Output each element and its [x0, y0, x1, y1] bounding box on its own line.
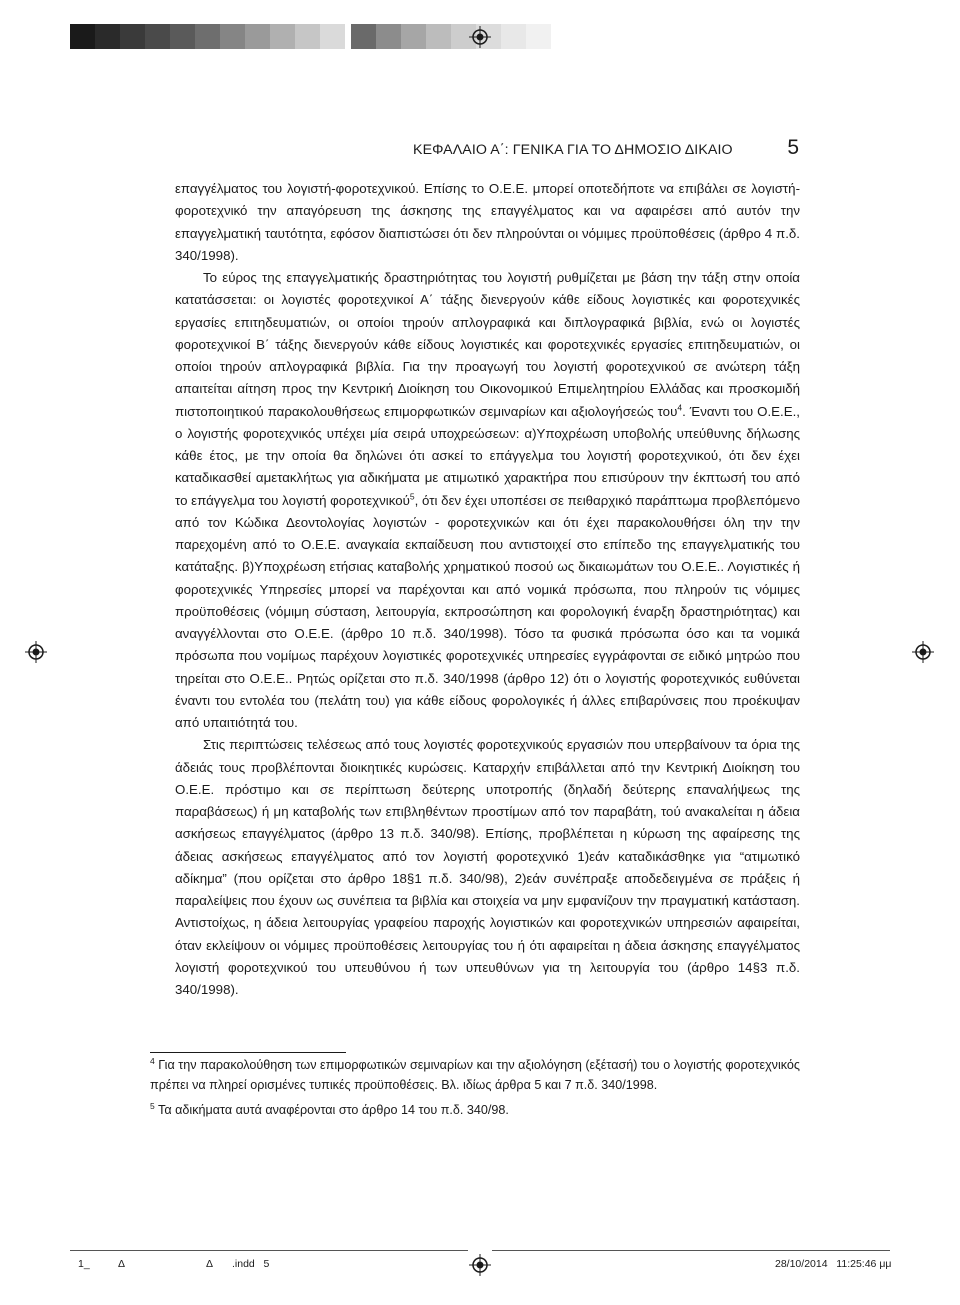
chapter-title: ΚΕΦΑΛΑΙΟ Α΄: ΓΕΝΙΚΑ ΓΙΑ ΤΟ ΔΗΜΟΣΙΟ ΔΙΚΑΙΟ — [413, 142, 733, 158]
slug-file-c: Δ — [206, 1258, 214, 1270]
running-header — [413, 136, 799, 158]
footnote-ref-4[interactable]: 4 — [677, 402, 683, 413]
footnote-mark: 4 — [150, 1055, 155, 1066]
color-swatch — [501, 24, 526, 49]
registration-mark-top-icon — [469, 26, 491, 48]
registration-mark-right-icon — [912, 641, 934, 663]
color-swatch — [320, 24, 345, 49]
slug-file-d: .indd 5 — [232, 1258, 270, 1270]
footnote-separator — [150, 1052, 346, 1053]
registration-mark-bottom-icon — [469, 1254, 491, 1276]
color-swatch — [95, 24, 120, 49]
color-swatch — [401, 24, 426, 49]
color-swatch — [220, 24, 245, 49]
color-swatch — [351, 24, 376, 49]
footnote-text: Τα αδικήματα αυτά αναφέρονται στο άρθρο 14 του π.δ. 340/98. — [158, 1103, 509, 1117]
color-swatch — [70, 24, 95, 49]
color-swatch — [295, 24, 320, 49]
slug-rule-right — [492, 1250, 890, 1251]
color-swatch — [195, 24, 220, 49]
page-number: 5 — [787, 136, 799, 159]
color-swatch — [376, 24, 401, 49]
paragraph-1: επαγγέλματος του λογιστή-φοροτεχνικού. Επίσης το Ο.Ε.Ε. μπορεί οποτεδήποτε να επιβάλει σε λογιστή-φοροτεχνικό την απαγόρευση της άσκησης της επαγγέλματος και να αφαιρέσει από αυτόν την επαγγελματική ταυτότητα, εφόσον διαπιστώσει ότι δεν πληρούνται οι νόμιμες προϋποθέσεις (άρθρο 4 π.δ. 340/1998). — [175, 181, 800, 263]
color-swatch — [426, 24, 451, 49]
footnote-ref-5[interactable]: 5 — [409, 491, 415, 502]
slug-file-a: 1_ — [78, 1258, 90, 1270]
color-swatch — [145, 24, 170, 49]
footnote-5 — [150, 1101, 800, 1121]
paragraph-2-part-b: . Έναντι του Ο.Ε.Ε., ο λογιστής φοροτεχνικός υπέχει μία σειρά υποχρεώσεων: α)Υποχρέωση υποβολής υπεύθυνης δήλωσης κάθε έτος, με την οποία θα δηλώνει ότι ασκεί το επάγγελμα του λογιστή φοροτεχνικού, ότι δεν έχει καταδικασθεί αμετακλήτως για αδικήματα με ατιμωτικό χαρακτήρα που επισύρουν την έκπτωσή του από το επάγγελμα του λογιστή φοροτεχνικού — [175, 403, 801, 508]
color-swatch — [120, 24, 145, 49]
registration-mark-left-icon — [25, 641, 47, 663]
footnote-text: Για την παρακολούθηση των επιμορφωτικών σεμιναρίων και την αξιολόγηση (εξέτασή) του ο λογιστής φοροτεχνικός πρέπει να πληρεί ορισμένες τυπικές προϋποθέσεις. Βλ. ιδίως άρθρα 5 και 7 π.δ. 340/1998. — [150, 1058, 800, 1092]
footnote-4 — [150, 1056, 800, 1095]
paragraph-2-part-c: , ότι δεν έχει υποπέσει σε πειθαρχικό παράπτωμα προβλεπόμενο από τον Κώδικα Δεοντολογίας λογιστών - φοροτεχνικών και ότι έχει παρακολουθήσει όλη την την παρεχομένη από το Ο.Ε.Ε. αναγκαία εκπαίδευση που αντιστοιχεί στο επίπεδο της επαγγελματικής του κατάταξης. β)Υποχρέωση ετήσιας καταβολής χρηματικού ποσού ως δικαιωμάτων του Ο.Ε.Ε.. Λογιστικές ή φοροτεχνικές Υπηρεσίες μπορεί να παρέχονται και από νομικά πρόσωπα, που πληρούν τις νόμιμες προϋποθέσεις (νόμιμη σύσταση, λειτουργία, εκπροσώπηση και φορολογική έναρξη δραστηριότητας) και αναγγέλλονται στο Ο.Ε.Ε. (άρθρο 10 π.δ. 340/1998). Τόσο τα φυσικά πρόσωπα όσο και τα νομικά πρόσωπα που νομίμως παρέχουν λογιστικές φοροτεχνικές υπηρεσίες εγγράφονται σε ειδικό μητρώο που τηρείται στο Ο.Ε.Ε.. Ρητώς ορίζεται στο π.δ. 340/1998 (άρθρο 12) ότι ο λογιστής φοροτεχνικός ευθύνεται έναντι του εντολέα του (πελάτη του) για κάθε είδους φορολογικές ή άλλες επιβαρύνσεις που προέκυψαν από υπαιτιότητά του. — [175, 492, 800, 730]
slug-file-b: Δ — [118, 1258, 126, 1270]
color-swatch — [270, 24, 295, 49]
color-swatch — [170, 24, 195, 49]
paragraph-3: Στις περιπτώσεις τελέσεως από τους λογιστές φοροτεχνικούς εργασιών που υπερβαίνουν τα όρια της άδειάς τους προβλέπονται διοικητικές κυρώσεις. Καταρχήν επιβάλλεται από την Κεντρική Διοίκηση του Ο.Ε.Ε. πρόστιμο και σε περίπτωση δεύτερης υποτροπής (δηλαδή δεύτερης επαναλήψεως της παραβάσεως) ή μη καταβολής των επιβληθέντων προστίμων από τον παραβάτη, τού ανακαλείται η άδεια ασκήσεως επαγγέλματος (άρθρο 13 π.δ. 340/98). Επίσης, προβλέπεται η κύρωση της αφαίρεσης της άδειας ασκήσεως επαγγέλματος από τον λογιστή φοροτεχνικό 1)εάν καταδικάσθηκε για “ατιμωτικό αδίκημα” (που ορίζεται στο άρθρο 18§1 π.δ. 340/98), 2)εάν συνέπραξε αποδεδειγμένα σε πράξεις ή παραλείψεις που έχουν ως συνέπεια τα βιβλία και στοιχεία να μην εμφανίζουν την πραγματική κατάσταση. Αντιστοίχως, η άδεια λειτουργίας γραφείου παροχής λογιστικών και φοροτεχνικών υπηρεσιών αφαιρείται, όταν εκλείψουν οι νόμιμες προϋποθέσεις λειτουργίας του ή ότι αφαιρείται η άδεια άσκησης επαγγέλματος λογιστή φοροτεχνικού του υπευθύνου ή των υπευθύνων για τη λειτουργία του (άρθρο 14§3 π.δ. 340/1998). — [175, 737, 800, 997]
footnotes — [150, 1056, 800, 1127]
color-swatch — [245, 24, 270, 49]
slug-rule-left — [70, 1250, 468, 1251]
footnote-mark: 5 — [150, 1100, 155, 1111]
paragraph-2 — [175, 267, 800, 734]
slug-datetime: 28/10/2014 11:25:46 μμ — [775, 1258, 892, 1270]
paragraph-2-part-a: Το εύρος της επαγγελματικής δραστηριότητας του λογιστή ρυθμίζεται με βάση την τάξη στην οποία κατατάσσεται: οι λογιστές φοροτεχνικοί Α΄ τάξης διενεργούν κάθε είδους λογιστικές και φοροτεχνικές εργασίες επιτηδευματιών, οι οποίοι τηρούν απλογραφικά και διπλογραφικά βιβλία, ενώ οι λογιστές φοροτεχνικοί Β΄ τάξης διενεργούν κάθε είδους λογιστικές και φοροτεχνικές εργασίες επιτηδευματιών, οι οποίοι τηρούν απλογραφικά βιβλία. Για την προαγωγή του λογιστή φοροτεχνικού σε ανώτερη τάξη απαιτείται αίτηση προς την Κεντρική Διοίκηση του Οικονομικού Επιμελητηρίου Ελλάδας και προσκομιδή πιστοποιητικού παρακολουθήσεως επιμορφωτικών σεμιναρίων και αξιολογήσεώς του — [175, 270, 800, 419]
color-swatch — [526, 24, 551, 49]
main-text — [175, 178, 800, 1001]
